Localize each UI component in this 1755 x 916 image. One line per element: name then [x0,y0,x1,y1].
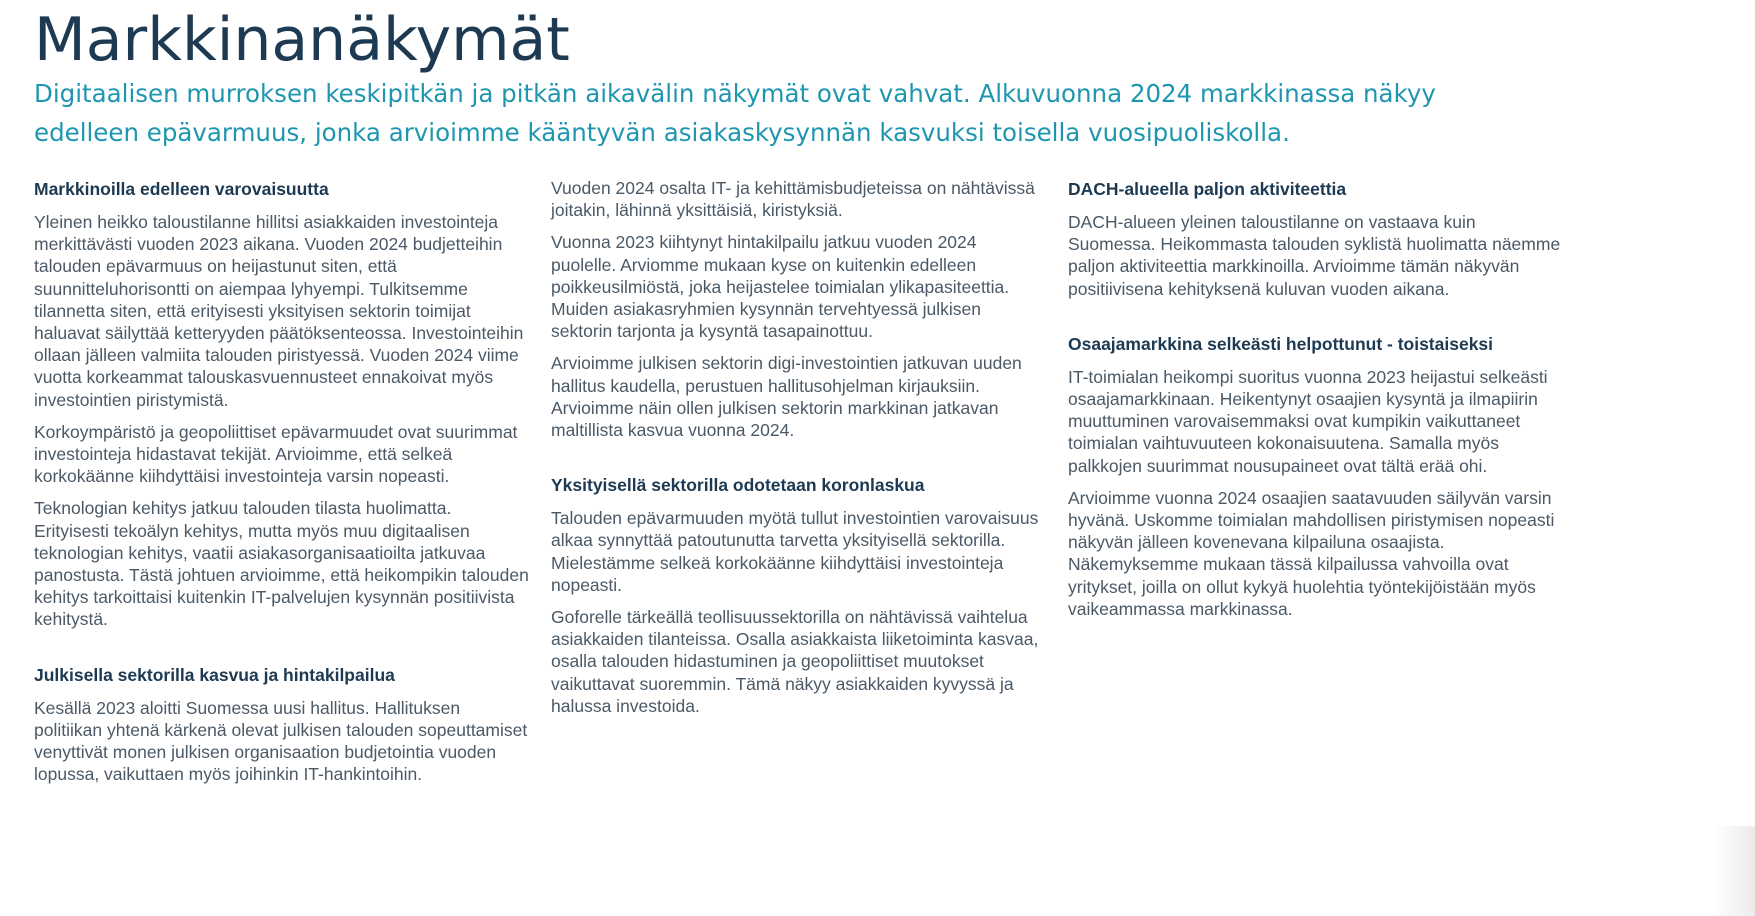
section-heading-dach: DACH-alueella paljon aktiviteettia [1068,179,1347,199]
paragraph: Kesällä 2023 aloitti Suomessa uusi hallitus. Hallituksen politiikan yhtenä kärkenä olevat julkisen talouden sopeuttamiset venyttivät monen julkisen organisaation budjetointia vuoden lopussa, vaikuttaen myös joihinkin IT-hankintoihin. [34,697,528,785]
page-corner-shadow [1713,826,1755,916]
paragraph: IT-toimialan heikompi suoritus vuonna 2023 heijastui selkeästi osaajamarkkinaan. Heikentynyt osaajien kysyntä ja ilmapiirin muuttuminen varovaisemmaksi ovat kumpikin vaikuttaneet toimialan vaihtuvuuteen kokonaisuutena. Samalla myös palkkojen suurimmat nousupaineet ovat tältä erää ohi. [1068,366,1548,476]
paragraph: Arvioimme julkisen sektorin digi-investointien jatkuvan uuden hallitus kaudella, perustuen hallitusohjelman kirjauksiin. Arvioimme näin ollen julkisen sektorin markkinan jatkavan maltillista kasvua vuonna 2024. [551,353,1022,441]
paragraph: DACH-alueen yleinen taloustilanne on vastaava kuin Suomessa. Heikommasta talouden syklistä huolimatta näemme paljon aktiviteettia markkinoilla. Arvioimme tämän näkyvän positiivisena kehityksenä kuluvan vuoden aikana. [1068,212,1561,299]
section-heading-market-caution: Markkinoilla edelleen varovaisuutta [34,179,329,199]
paragraph: Arvioimme vuonna 2024 osaajien saatavuuden säilyvän varsin hyvänä. Uskomme toimialan mahdollisen piristymisen nopeasti näkyvän jälleen kovenevana kilpailuna osaajista. Näkemyksemme mukaan tässä kilpailussa vahvoilla ovat yritykset, joilla on ollut kykyä huolehtia työntekijöistään myös vaikeammassa markkinassa. [1068,487,1555,619]
paragraph: Goforelle tärkeällä teollisuussektorilla on nähtävissä vaihtelua asiakkaiden tilanteissa. Osalla asiakkaista liiketoiminta kasvaa, osalla talouden hidastuminen ja geopoliittiset muutokset vaikuttavat suoremmin. Tämä näkyy asiakkaiden kyvyssä ja halussa investoida. [551,607,1039,716]
section-heading-private-sector: Yksityisellä sektorilla odotetaan koronlaskua [551,475,925,496]
column-3 [1068,177,1563,630]
column-1 [34,177,529,795]
column-2 [551,177,1046,727]
page-title: Markkinanäkymät [34,5,570,75]
paragraph: Vuoden 2024 osalta IT- ja kehittämisbudjeteissa on nähtävissä joitakin, lähinnä yksittäisiä, kiristyksiä. [551,178,1035,221]
section-heading-public-sector: Julkisella sektorilla kasvua ja hintakilpailua [34,664,395,685]
paragraph: Korkoympäristö ja geopoliittiset epävarmuudet ovat suurimmat investointeja hidastavat tekijät. Arvioimme, että selkeä korkokäänne kiihdyttäisi investointeja varsin nopeasti. [34,421,518,487]
paragraph: Teknologian kehitys jatkuu talouden tilasta huolimatta. Erityisesti tekoälyn kehitys, mutta myös muu digitaalisen teknologian kehitys, vaatii asiakasorganisaatioilta jatkuvaa panostusta. Tästä johtuen arvioimme, että heikompikin talouden kehitys tarkoittaisi kuitenkin IT-palvelujen kysynnän positiivista kehitystä. [34,498,529,630]
paragraph: Vuonna 2023 kiihtynyt hintakilpailu jatkuu vuoden 2024 puolelle. Arviomme mukaan kyse on kuitenkin edelleen poikkeusilmiöstä, joka heijastelee toimialan ylikapasiteettia. Muiden asiakasryhmien kysynnän tervehtyessä julkisen sektorin tarjonta ja kysyntä tasapainottuu. [551,232,1010,342]
paragraph: Talouden epävarmuuden myötä tullut investointien varovaisuus alkaa synnyttää patoutunutta tarvetta yksityisellä sektorilla. Mielestämme selkeä korkokäänne kiihdyttäisi investointeja nopeasti. [551,508,1039,595]
lead-paragraph: Digitaalisen murroksen keskipitkän ja pitkän aikavälin näkymät ovat vahvat. Alkuvuonna 2024 markkinassa näkyy edelleen epävarmuus, jonka arvioimme kääntyvän asiakaskysynnän kasvuksi toisella vuosipuoliskolla. [34,79,1436,147]
section-heading-talent-market: Osaajamarkkina selkeästi helpottunut - toistaiseksi [1068,333,1494,354]
paragraph: Yleinen heikko taloustilanne hillitsi asiakkaiden investointeja merkittävästi vuoden 2023 aikana. Vuoden 2024 budjetteihin talouden epävarmuus on heijastunut siten, että suunnitteluhorisontti on aiempaa lyhyempi. Tulkitsemme tilannetta siten, että erityisesti yksityisen sektorin toimijat haluavat säilyttää ketteryyden päätöksenteossa. Investointeihin ollaan jälleen valmiita talouden piristyessä. Vuoden 2024 viime vuotta korkeammat talouskasvuennusteet ennakoivat myös investointien piristymistä. [34,212,524,410]
